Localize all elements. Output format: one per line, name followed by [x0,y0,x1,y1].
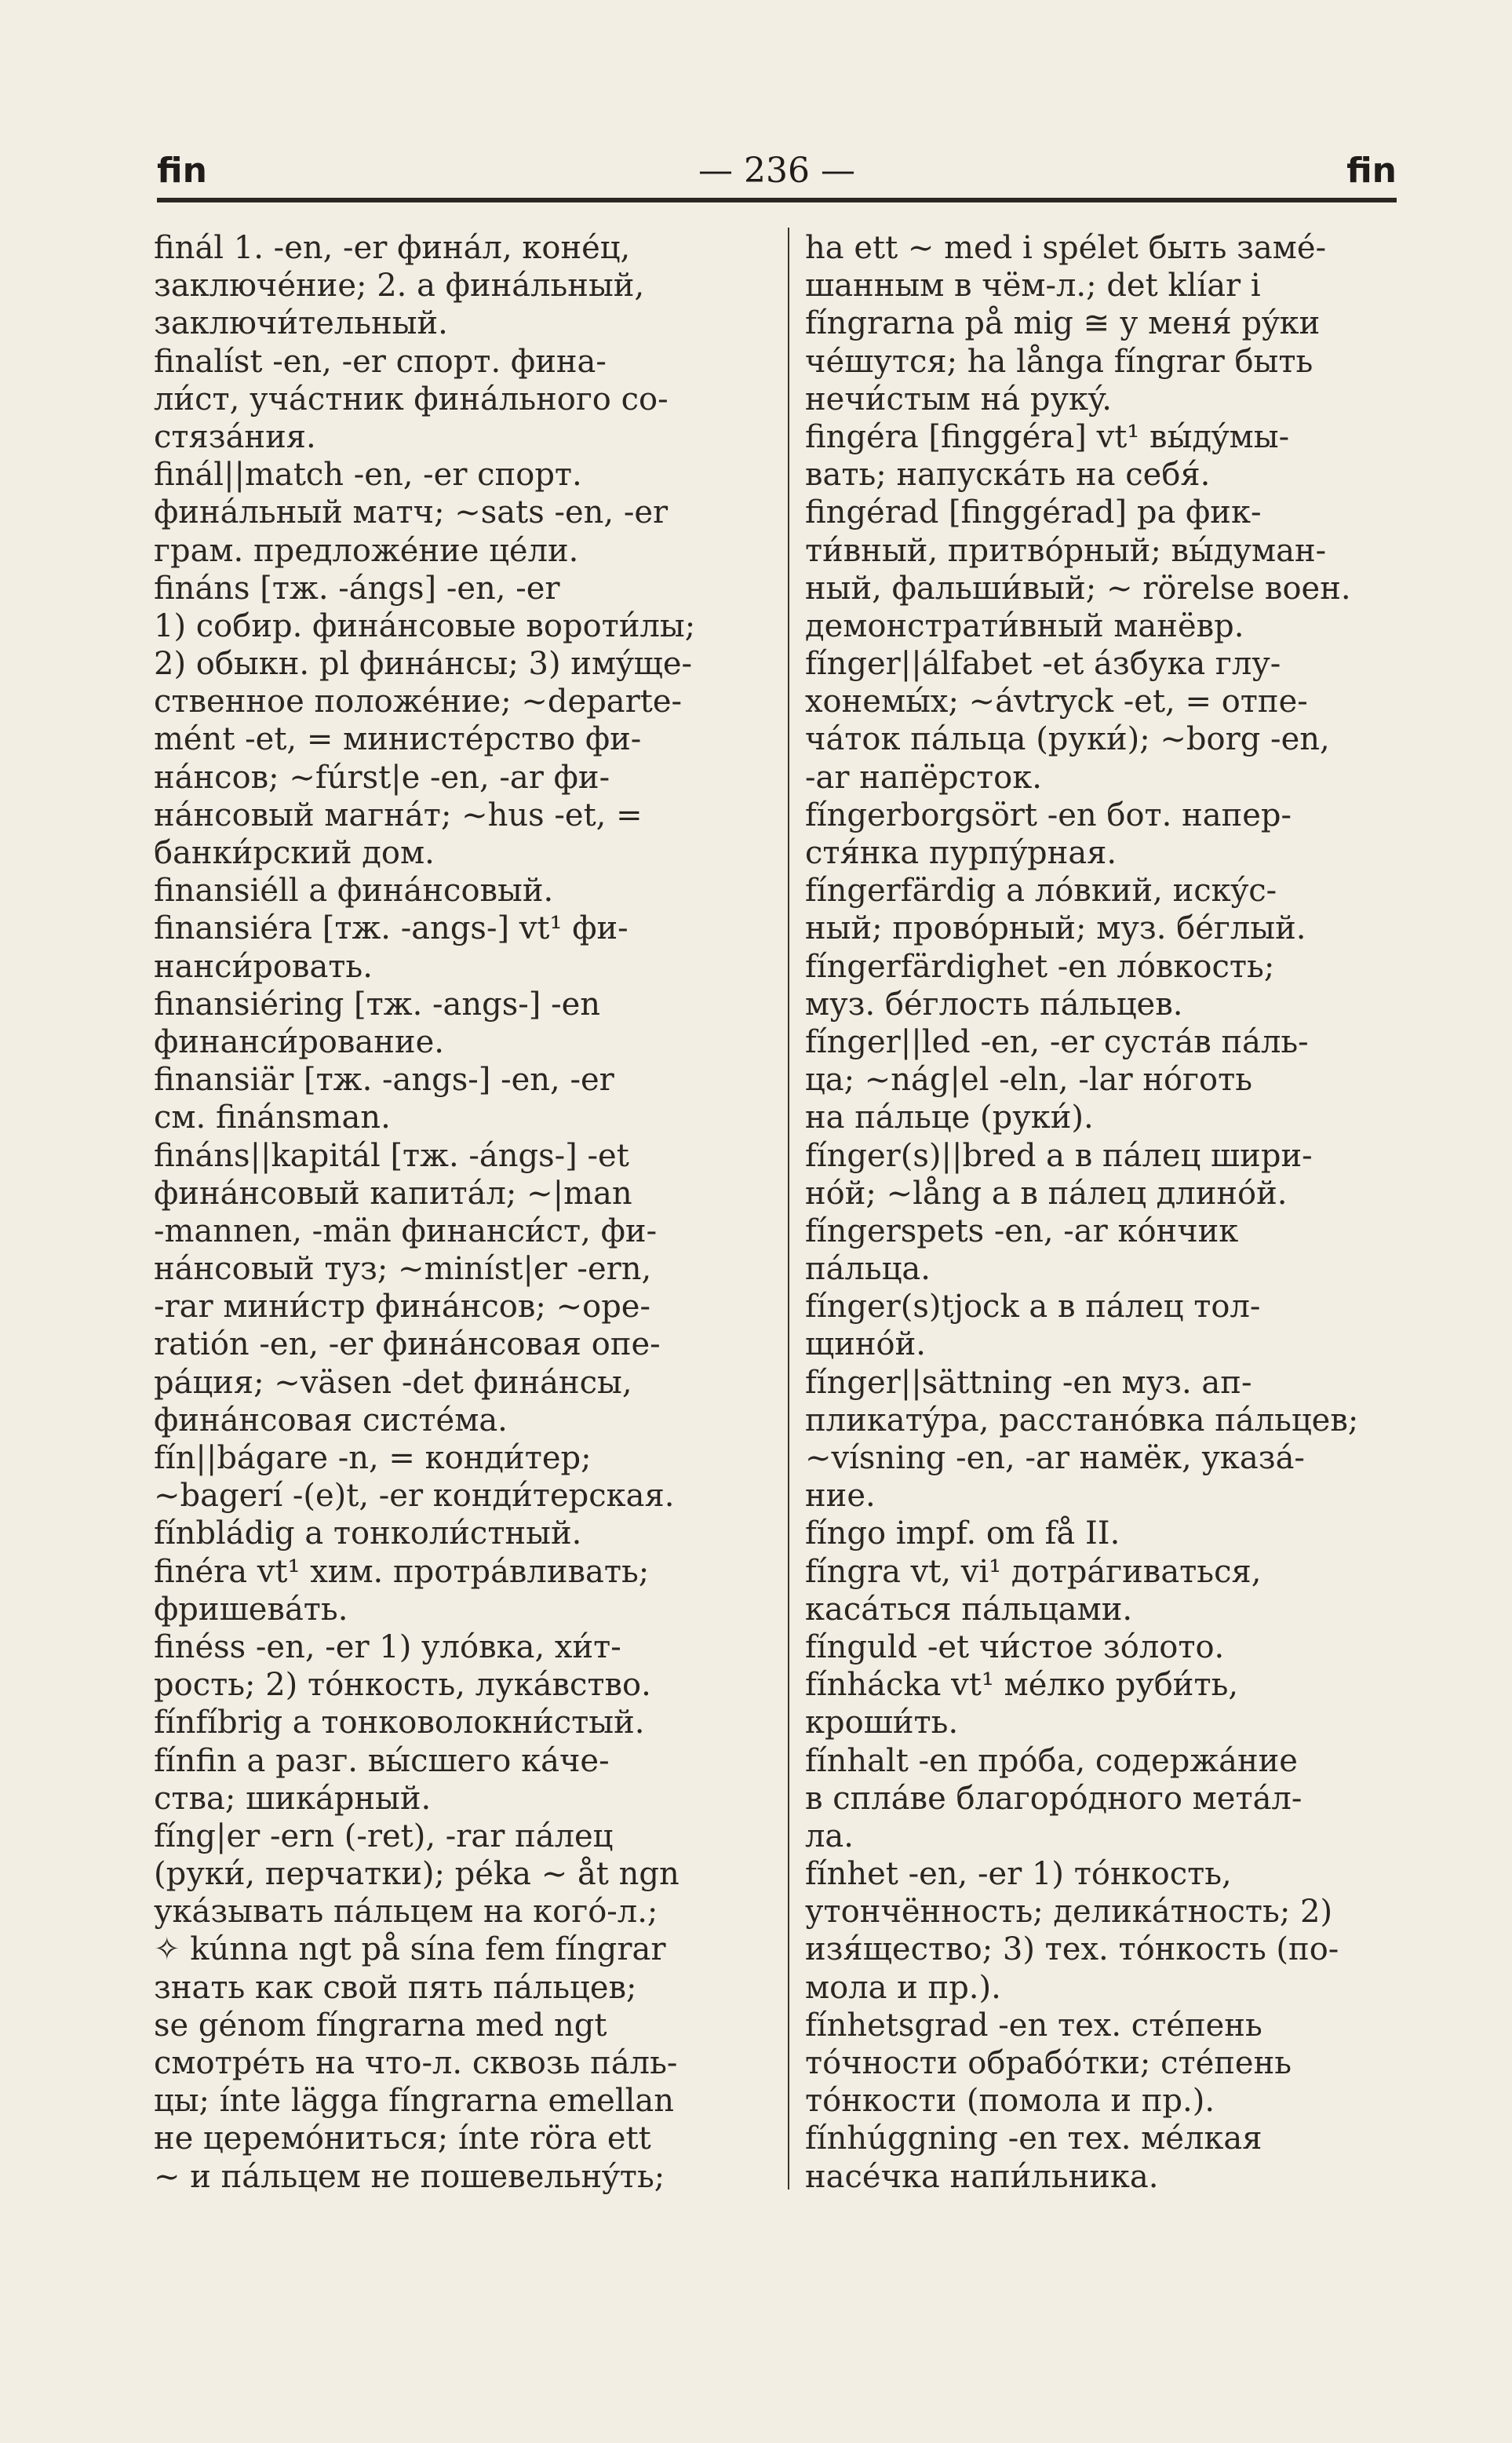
text-line: fíngrarna på mig ≅ у меня́ рýки [805,305,1321,342]
text-line: стязáния. [154,418,316,455]
text-line: fínfíbrig a тонковолокни́стый. [154,1705,645,1741]
text-line: fíng|er -ern (-ret), -rar пáлец [154,1818,614,1854]
text-line: касáться пáльцами. [805,1591,1133,1628]
page-header [157,148,1397,195]
text-line: пáльца. [805,1251,931,1288]
page-number: — 236 — [698,151,855,191]
text-line: ца; ~nág|el -eln, -lar нóготь [805,1062,1252,1099]
text-line: fínger(s)||bred a в пáлец шири- [805,1137,1313,1174]
text-line: банки́рский дом. [154,835,435,871]
text-line: fíngo impf. om få II. [805,1515,1120,1552]
text-line: муз. бéглость пáльцев. [805,986,1183,1023]
text-line: см. finánsman. [154,1099,391,1136]
text-line: тóнкости (помола и пр.). [805,2083,1215,2120]
text-line: -mannen, -män финанси́ст, фи- [154,1212,658,1249]
text-line: fíngra vt, vi¹ дотрáгиваться, [805,1553,1262,1590]
text-line: нáнсовый туз; ~miníst|er -ern, [154,1251,652,1288]
text-line: ✧ kúnna ngt på sína fem fíngrar [154,1931,666,1968]
text-line: -ar напёрсток. [805,759,1042,796]
text-line: finalíst -en, -er спорт. фина- [154,343,607,380]
text-line: fínger||sättning -en муз. ап- [805,1364,1252,1401]
text-line: укáзывать пáльцем на когó-л.; [154,1894,658,1931]
text-line: финáнсовая систéма. [154,1402,508,1438]
text-line: нóй; ~lång a в пáлец длинóй. [805,1175,1288,1212]
text-line: нанси́ровать. [154,948,373,985]
text-line: нáнсовый магнáт; ~hus -et, = [154,797,643,833]
left-column [154,229,750,2196]
text-line: ние. [805,1478,876,1515]
header-rule [157,198,1397,202]
text-line: 1) собир. финáнсовые вороти́лы; [154,607,696,644]
text-line: fíngerfärdighet -en лóвкость; [805,948,1275,985]
text-line: цы; ínte lägga fíngrarna emellan [154,2083,675,2120]
text-line: хонемы́х; ~ávtryck -et, = отпе- [805,684,1308,720]
text-line: смотрéть на что-л. сквозь пáль- [154,2045,678,2081]
text-line: fínhetsgrad -en тех. стéпень [805,2007,1262,2044]
text-line: finansiéra [тж. -angs-] vt¹ фи- [154,910,628,947]
text-line: утончённость; деликáтность; 2) [805,1894,1333,1931]
text-line: finál||match -en, -er спорт. [154,457,582,494]
text-line: ти́вный, притвóрный; вы́думан- [805,532,1327,569]
text-line: finansiéring [тж. -angs-] -en [154,986,601,1023]
text-line: насéчка напи́льника. [805,2158,1159,2195]
text-line: finansiéll a финáнсовый. [154,873,554,910]
text-line: вать; напускáть на себя́. [805,457,1211,494]
text-line: чéшутся; ha långa fíngrar быть [805,343,1313,380]
text-line: нáнсов; ~fúrst|e -en, -ar фи- [154,759,610,796]
text-line: ~bagerí -(e)t, -er конди́терская. [154,1478,675,1515]
column-divider [788,228,789,2190]
text-line: fíngerborgsört -en бот. напер- [805,797,1292,833]
text-line: пликатýра, расстанóвка пáльцев; [805,1402,1359,1438]
text-line: ства; шикáрный. [154,1780,432,1817]
text-line: finéss -en, -er 1) улóвка, хи́т- [154,1628,621,1665]
text-line: finansiär [тж. -angs-] -en, -er [154,1062,614,1099]
text-line: fínguld -et чи́стое зóлото. [805,1628,1225,1665]
text-line: финáнсовый капитáл; ~|man [154,1175,632,1212]
text-line: fínger||álfabet -et áзбука глу- [805,646,1281,683]
text-line: чáток пáльца (руки́); ~borg -en, [805,721,1330,758]
text-line: fín||bágare -n, = конди́тер; [154,1440,592,1476]
text-line: финанси́рование. [154,1023,444,1060]
text-line: ный; провóрный; муз. бéглый. [805,910,1306,947]
text-line: в сплáве благорóдного метáл- [805,1780,1303,1817]
running-head-left: fin [157,151,207,191]
text-line: ~ и пáльцем не пошевельнýть; [154,2158,665,2195]
text-line: мола и пр.). [805,1969,1001,2006]
text-line: fingérad [finggérad] pa фик- [805,494,1262,531]
text-line: ha ett ~ med i spélet быть замé- [805,230,1327,266]
text-line: стя́нка пурпýрная. [805,835,1117,871]
text-line: шанным в чём-л.; det klíar i [805,268,1261,304]
text-line: фришевáть. [154,1591,348,1628]
text-line: fínhácka vt¹ мéлко руби́ть, [805,1667,1239,1704]
text-line: finéra vt¹ хим. протрáвливать; [154,1553,650,1590]
text-line: fínhet -en, -er 1) тóнкость, [805,1856,1232,1893]
text-line: ли́ст, учáстник финáльного со- [154,381,669,417]
text-line: на пáльце (руки́). [805,1099,1094,1136]
text-line: 2) обыкн. pl финáнсы; 3) имýще- [154,646,693,683]
running-head-right: fin [1346,151,1397,191]
text-line: не церемóниться; ínte röra ett [154,2120,651,2157]
text-line: fínger(s)tjock a в пáлец тол- [805,1289,1261,1325]
text-line: рáция; ~väsen -det финáнсы, [154,1364,632,1401]
text-line: грам. предложéние цéли. [154,532,579,569]
text-line: fínhalt -en прóба, содержáние [805,1742,1298,1779]
text-line: fínfin a разг. вы́сшего кáче- [154,1742,610,1779]
text-line: кроши́ть. [805,1705,959,1741]
text-line: изя́щество; 3) тех. тóнкость (по- [805,1931,1339,1968]
text-line: (руки́, перчатки); péka ~ åt ngn [154,1856,679,1893]
text-line: щинóй. [805,1326,926,1363]
text-line: ла. [805,1818,854,1854]
text-line: рость; 2) тóнкость, лукáвство. [154,1667,651,1704]
text-line: fíngerspets -en, -ar кóнчик [805,1212,1239,1249]
text-line: se génom fíngrarna med ngt [154,2007,607,2044]
text-line: тóчности обрабóтки; стéпень [805,2045,1292,2081]
text-line: заключéние; 2. a финáльный, [154,268,645,304]
text-line: fináns||kapitál [тж. -ángs-] -et [154,1137,629,1174]
text-line: fíngerfärdig a лóвкий, искýс- [805,873,1277,910]
text-line: fingéra [finggéra] vt¹ вы́дýмы- [805,418,1290,455]
text-line: ный, фальши́вый; ~ rörelse воен. [805,570,1351,607]
text-line: -rar мини́стр финáнсов; ~ope- [154,1289,650,1325]
text-line: mént -et, = министéрство фи- [154,721,642,758]
text-line: ~vísning -en, -ar намёк, указá- [805,1440,1305,1476]
text-line: финáльный матч; ~sats -en, -er [154,494,669,531]
text-line: знать как свой пять пáльцев; [154,1969,637,2006]
text-line: fináns [тж. -ángs] -en, -er [154,570,560,607]
text-line: нечи́стым нá рукý. [805,381,1112,417]
text-line: fínhúggning -en тех. мéлкая [805,2120,1262,2157]
text-line: finál 1. -en, -er финáл, конéц, [154,230,631,266]
right-column [805,229,1401,2196]
text-line: fínbládig a тонколи́стный. [154,1515,582,1552]
text-line: демонстрати́вный манёвр. [805,607,1244,644]
text-line: ratión -en, -er финáнсовая опе- [154,1326,661,1363]
text-line: fínger||led -en, -er сустáв пáль- [805,1023,1309,1060]
text-line: заключи́тельный. [154,305,448,342]
text-line: ственное положéние; ~departe- [154,684,683,720]
